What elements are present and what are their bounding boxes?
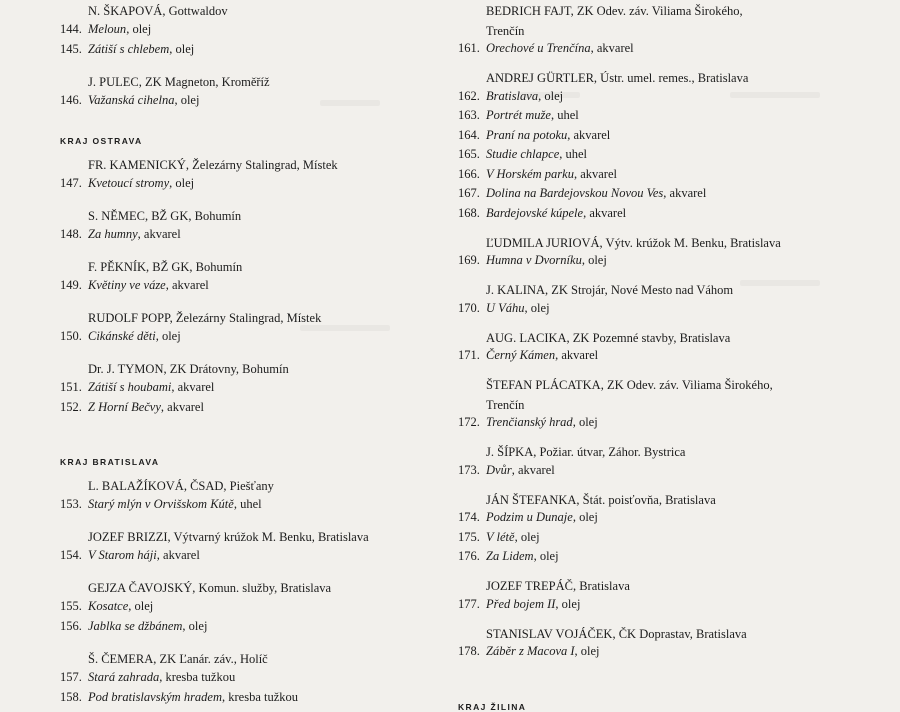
catalog-number: 161.	[458, 41, 480, 55]
artist-name: AUG. LACIKA, ZK Pozemné stavby, Bratislava	[486, 330, 731, 345]
catalog-item	[458, 253, 607, 267]
catalog-item	[458, 348, 598, 362]
artist-location: Trenčín	[486, 23, 525, 38]
artist-name: F. PĚKNÍK, BŽ GK, Bohumín	[88, 259, 243, 274]
catalog-item	[458, 597, 580, 611]
work-medium: , akvarel	[583, 205, 627, 220]
catalog-item	[458, 301, 550, 315]
catalog-item	[458, 41, 634, 55]
work-title: V Starom háji	[88, 547, 157, 562]
catalog-number: 162.	[458, 88, 480, 103]
catalog-number: 146.	[60, 93, 82, 108]
work-medium: , olej	[538, 88, 564, 103]
work-title: Trenčianský hrad	[486, 415, 573, 429]
work-medium: , olej	[533, 549, 559, 563]
artist-name: BEDRICH FAJT, ZK Odev. záv. Viliama Širokého,	[486, 4, 743, 18]
artist-name: JÁN ŠTEFANKA, Štát. poisťovňa, Bratislava	[486, 492, 716, 507]
catalog-number: 151.	[60, 379, 82, 394]
work-medium: , uhel	[550, 108, 579, 122]
catalog-number: 164.	[458, 127, 480, 142]
catalog-item	[458, 167, 617, 181]
catalog-item	[60, 400, 204, 414]
artist-name: ĽUDMILA JURIOVÁ, Výtv. krúžok M. Benku, Bratislava	[486, 235, 781, 250]
catalog-item	[458, 128, 610, 142]
work-medium: , uhel	[233, 496, 262, 511]
artist-name: ANDREJ GÜRTLER, Ústr. umel. remes., Bratislava	[486, 71, 749, 85]
catalog-item	[60, 380, 214, 394]
catalog-number: 169.	[458, 253, 480, 267]
work-title: Zátiší s houbami	[88, 379, 172, 394]
catalog-number: 175.	[458, 529, 480, 544]
work-medium: , akvarel	[555, 348, 599, 362]
catalog-number: 153.	[60, 496, 82, 511]
artist-name: J. ŠÍPKA, Požiar. útvar, Záhor. Bystrica	[486, 445, 686, 459]
catalog-item	[60, 548, 200, 562]
work-medium: , olej	[574, 644, 600, 658]
work-title: Pod bratislavským hradem	[88, 690, 223, 704]
work-medium: , akvarel	[590, 41, 634, 55]
work-title: Stará zahrada	[88, 669, 160, 684]
catalog-item	[60, 278, 209, 292]
catalog-number: 178.	[458, 644, 480, 658]
work-title: Cikánské děti	[88, 328, 156, 343]
catalog-number: 168.	[458, 205, 480, 220]
work-title: Studie chlapce	[486, 147, 560, 161]
catalog-item	[458, 415, 598, 429]
catalog-item	[60, 22, 151, 36]
work-medium: , olej	[572, 510, 598, 524]
catalog-number: 154.	[60, 547, 82, 562]
catalog-item	[458, 463, 555, 477]
work-title: Z Horní Bečvy	[88, 400, 161, 414]
catalog-item	[458, 510, 598, 524]
work-medium: , akvarel	[573, 166, 617, 181]
work-title: U Váhu	[486, 300, 525, 315]
artist-name: S. NĚMEC, BŽ GK, Bohumín	[88, 208, 242, 223]
work-title: Před bojem II	[486, 596, 556, 611]
catalog-number: 177.	[458, 596, 480, 611]
work-title: Za Lidem	[486, 549, 534, 563]
section-heading: KRAJ ŽILINA	[458, 702, 527, 712]
catalog-item	[60, 93, 199, 107]
artist-name: N. ŠKAPOVÁ, Gottwaldov	[88, 4, 228, 18]
catalog-number: 155.	[60, 598, 82, 613]
catalog-item	[60, 599, 153, 613]
work-title: Portrét muže	[486, 108, 551, 122]
work-title: Bratislava	[486, 88, 539, 103]
work-title: V Horském parku	[486, 166, 574, 181]
work-medium: , olej	[169, 42, 195, 57]
catalog-item	[60, 690, 298, 704]
catalog-number: 174.	[458, 510, 480, 524]
work-title: V létě	[486, 529, 515, 544]
work-medium: , olej	[174, 93, 200, 108]
work-title: Starý mlýn v Orvišskom Kútě	[88, 496, 234, 511]
work-title: Praní na potoku	[486, 127, 568, 142]
catalog-number: 170.	[458, 300, 480, 315]
work-medium: , olej	[126, 22, 152, 37]
catalog-number: 157.	[60, 669, 82, 684]
work-title: Dvůr	[486, 462, 512, 477]
section-heading: KRAJ BRATISLAVA	[60, 456, 160, 467]
catalog-number: 145.	[60, 42, 82, 57]
catalog-item	[60, 42, 194, 56]
work-medium: , olej	[128, 598, 154, 613]
catalog-item	[458, 89, 563, 103]
catalog-number: 152.	[60, 400, 82, 414]
catalog-number: 166.	[458, 166, 480, 181]
catalog-item	[458, 108, 579, 122]
catalog-item	[458, 206, 626, 220]
artist-name: L. BALAŽÍKOVÁ, ČSAD, Piešťany	[88, 478, 274, 493]
artist-name: J. KALINA, ZK Strojár, Nové Mesto nad Váhom	[486, 283, 734, 297]
work-medium: , olej	[169, 176, 195, 191]
artist-name: GEJZA ČAVOJSKÝ, Komun. služby, Bratislava	[88, 580, 332, 595]
catalog-number: 167.	[458, 186, 480, 200]
work-medium: , kresba tužkou	[159, 669, 236, 684]
artist-name: JOZEF TREPÁČ, Bratislava	[486, 579, 630, 593]
work-title: Zátiší s chlebem	[88, 42, 170, 57]
work-title: Dolina na Bardejovskou Novou Ves	[486, 186, 664, 200]
catalog-number: 156.	[60, 618, 82, 633]
work-medium: , akvarel	[156, 547, 200, 562]
work-medium: , akvarel	[160, 400, 204, 414]
section-heading: KRAJ OSTRAVA	[60, 136, 143, 146]
artist-name: FR. KAMENICKÝ, Železárny Stalingrad, Místek	[88, 158, 338, 172]
work-title: Za humny	[88, 227, 138, 242]
catalog-item	[60, 670, 235, 684]
work-medium: , olej	[514, 529, 540, 544]
catalog-number: 148.	[60, 227, 82, 242]
catalog-number: 144.	[60, 22, 82, 37]
catalog-number: 176.	[458, 549, 480, 563]
artist-name: Dr. J. TYMON, ZK Drátovny, Bohumín	[88, 361, 289, 376]
artist-name: JOZEF BRIZZI, Výtvarný krúžok M. Benku, Bratislava	[88, 529, 369, 544]
work-title: Bardejovské kúpele	[486, 205, 584, 220]
artist-name: J. PULEC, ZK Magneton, Kroměříž	[88, 75, 270, 90]
catalog-item	[458, 186, 706, 200]
work-medium: , akvarel	[171, 379, 215, 394]
work-medium: , olej	[182, 618, 208, 633]
work-title: Jablka se džbánem	[88, 618, 183, 633]
work-title: Važanská cihelna	[88, 93, 175, 108]
work-title: Podzim u Dunaje	[486, 510, 573, 524]
work-medium: , akvarel	[165, 278, 209, 292]
work-title: Orechové u Trenčína	[486, 41, 591, 55]
work-medium: , akvarel	[137, 227, 181, 242]
catalog-number: 165.	[458, 147, 480, 161]
catalog-item	[458, 644, 600, 658]
artist-name: ŠTEFAN PLÁCATKA, ZK Odev. záv. Viliama Širokého,	[486, 378, 773, 392]
work-title: Kvetoucí stromy	[88, 176, 170, 191]
catalog-item	[60, 227, 181, 241]
work-medium: , kresba tužkou	[222, 690, 299, 704]
catalog-number: 163.	[458, 108, 480, 122]
work-title: Květiny ve váze	[88, 278, 166, 292]
catalog-item	[458, 530, 540, 544]
artist-name: STANISLAV VOJÁČEK, ČK Doprastav, Bratislava	[486, 626, 747, 641]
catalog-number: 158.	[60, 690, 82, 704]
work-title: Záběr z Macova I	[486, 644, 575, 658]
work-title: Černý Kámen	[486, 348, 556, 362]
work-medium: , akvarel	[663, 186, 707, 200]
artist-location: Trenčín	[486, 397, 525, 412]
work-medium: , uhel	[559, 147, 588, 161]
artist-name: Š. ČEMERA, ZK Ľanár. záv., Holíč	[88, 651, 268, 666]
catalog-number: 172.	[458, 415, 480, 429]
catalog-item	[60, 176, 194, 190]
catalog-item	[458, 549, 559, 563]
work-title: Kosatce	[88, 598, 129, 613]
work-title: Humna v Dvorníku	[486, 253, 582, 267]
catalog-item	[458, 147, 587, 161]
catalog-number: 173.	[458, 462, 480, 477]
catalog-item	[60, 497, 262, 511]
catalog-item	[60, 619, 207, 633]
work-medium: , akvarel	[511, 462, 555, 477]
work-medium: , akvarel	[567, 127, 611, 142]
catalog-number: 147.	[60, 176, 82, 191]
work-medium: , olej	[524, 300, 550, 315]
catalog-number: 149.	[60, 278, 82, 292]
work-title: Meloun	[88, 22, 127, 37]
catalog-number: 150.	[60, 328, 82, 343]
catalog-number: 171.	[458, 348, 480, 362]
work-medium: , olej	[572, 415, 598, 429]
work-medium: , olej	[581, 253, 607, 267]
work-medium: , olej	[555, 596, 581, 611]
work-medium: , olej	[155, 328, 181, 343]
artist-name: RUDOLF POPP, Železárny Stalingrad, Místek	[88, 310, 322, 325]
catalog-item	[60, 329, 181, 343]
